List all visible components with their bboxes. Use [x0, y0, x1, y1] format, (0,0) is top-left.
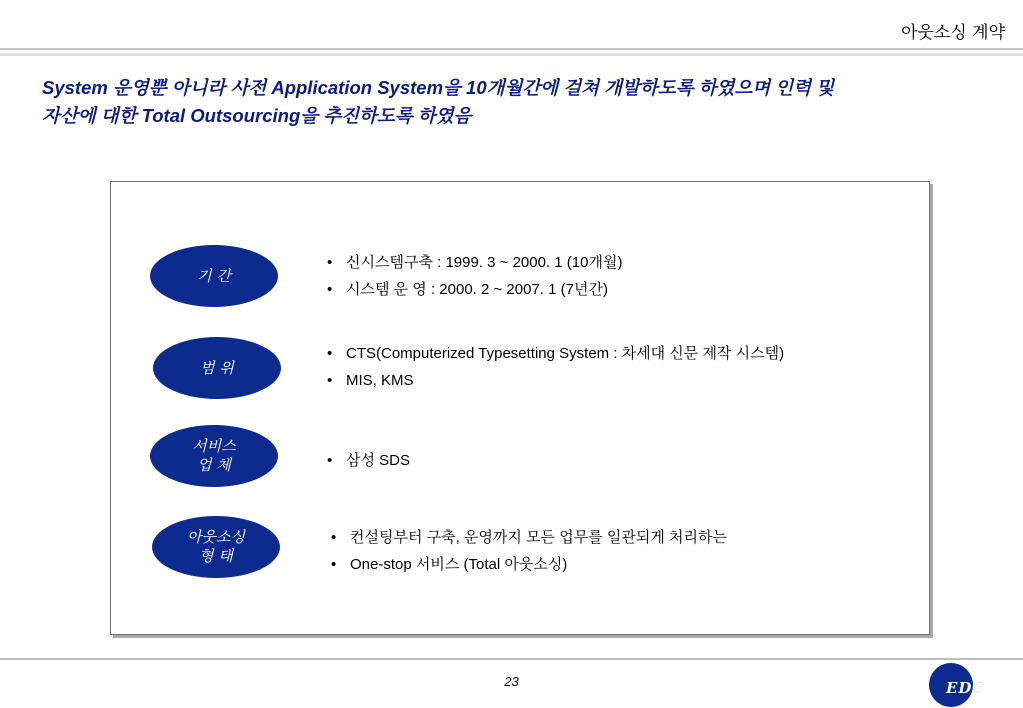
- section-bullets-vendor: [327, 447, 410, 474]
- page-number: 23: [504, 674, 519, 689]
- section-label-text: 업 체: [197, 456, 231, 474]
- section-label-vendor: [150, 425, 278, 487]
- bottom-divider: [0, 658, 1023, 660]
- bullet-item: • One-stop 서비스 (Total 아웃소싱): [331, 551, 727, 578]
- section-label-text: 서비스: [192, 437, 236, 455]
- top-divider: [0, 48, 1023, 56]
- headline-line-1: System 운영뿐 아니라 사전 Application System을 10개월간에 걸쳐 개발하도록 하였으며 인력 및: [42, 77, 834, 98]
- headline-line-2: 자산에 대한 Total Outsourcing을 추진하도록 하였음: [42, 105, 472, 126]
- section-label-text: 기 간: [197, 266, 231, 285]
- section-label-text: 범 위: [200, 358, 234, 377]
- headline: [42, 74, 972, 130]
- section-label-scope: [153, 337, 281, 399]
- bullet-item: • MIS, KMS: [327, 367, 784, 394]
- section-bullets-period: [327, 249, 622, 303]
- section-label-outsourcing-type: [152, 516, 280, 578]
- section-label-text: 형 태: [199, 547, 233, 565]
- bullet-item: • 컨설팅부터 구축, 운영까지 모든 업무를 일관되게 처리하는: [331, 524, 727, 551]
- section-bullets-outsourcing-type: [331, 524, 727, 578]
- section-bullets-scope: [327, 340, 784, 394]
- page-title: 아웃소싱 계약: [901, 23, 1005, 43]
- content-panel: [110, 181, 930, 635]
- section-label-period: [150, 245, 278, 307]
- bullet-item: • 신시스템구축 : 1999. 3 ~ 2000. 1 (10개월): [327, 249, 622, 276]
- bullet-item: • 시스템 운 영 : 2000. 2 ~ 2007. 1 (7년간): [327, 276, 622, 303]
- bullet-item: • 삼성 SDS: [327, 447, 410, 474]
- bullet-item: • CTS(Computerized Typesetting System : 차세대 신문 제작 시스템): [327, 340, 784, 367]
- section-label-text: 아웃소싱: [187, 528, 245, 546]
- logo-text: EDS: [946, 679, 985, 697]
